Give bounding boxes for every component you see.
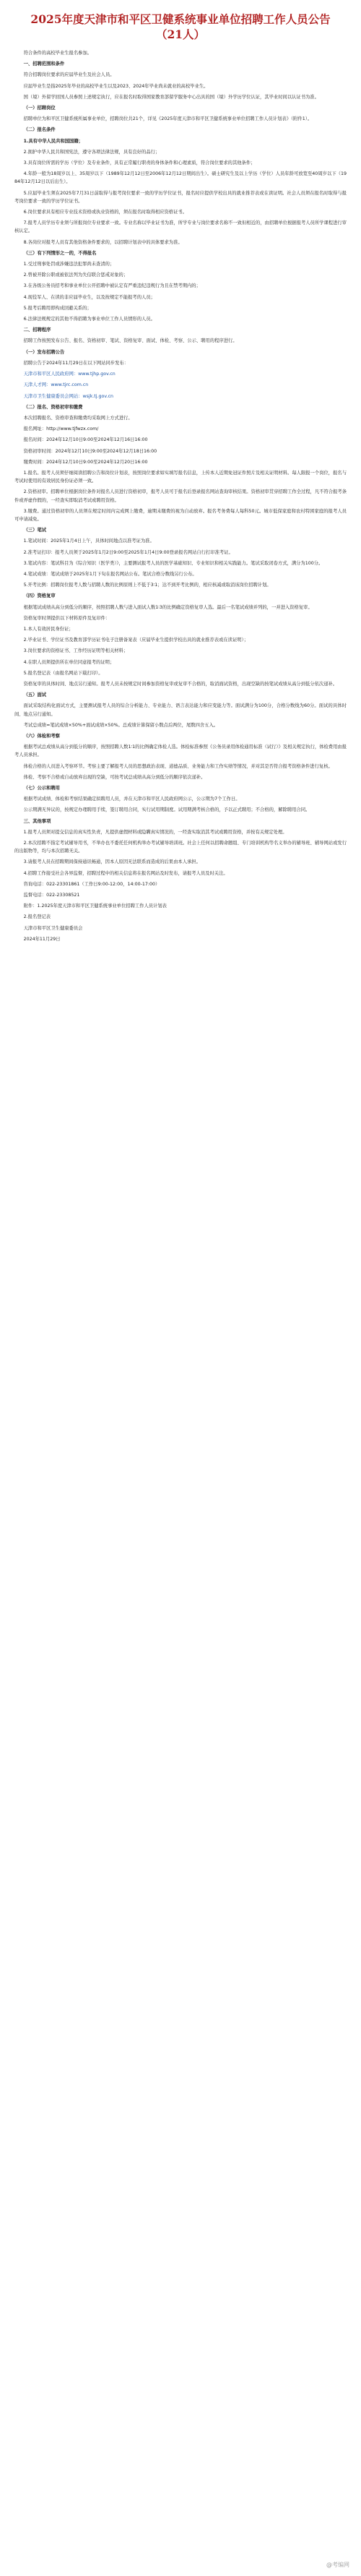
section-heading: 一、招聘范围和条件 bbox=[23, 61, 65, 67]
paragraph: 招聘公告于2024年11月29日在以下网站同步发布： bbox=[23, 360, 129, 366]
paragraph: 1.报考人员须对提交信息的真实性负责，凡提供虚假材料或隐瞒真实情况的，一经查实取消其考试或聘用资格，并按有关规定处理。 bbox=[23, 829, 287, 835]
paragraph: 符合招聘岗位要求的应届毕业生及社会人员。 bbox=[23, 72, 115, 78]
paragraph: 根据考试总成绩从高分到低分的顺序，按照招聘人数1∶1的比例确定体检人选。体检标准参照《公务员录用体检通用标准（试行）》及相关规定执行，体检费用由报考人员承担。 bbox=[14, 744, 347, 758]
watermark: @考编网 bbox=[326, 2562, 349, 2568]
paragraph: 4.在职人员须提供所在单位同意报考的证明； bbox=[23, 659, 115, 665]
paragraph: 8.各岗位对报考人员有其他资格条件要求的，以招聘计划表中的具体要求为准。 bbox=[23, 239, 183, 245]
paragraph: 4.现役军人、在读的非应届毕业生，以及按规定不能报考的人员； bbox=[23, 294, 155, 300]
paragraph: 1.具有中华人民共和国国籍； bbox=[23, 138, 83, 144]
paragraph: 4.笔试成绩：笔试成绩于2025年1月下旬在报名网站公布。笔试合格分数线另行公布。 bbox=[23, 571, 197, 577]
paragraph: 3.具有岗位所需的学历（学位）及专业条件，具有正常履行职责的身体条件和心理素质，符合岗位要求的其他条件； bbox=[23, 160, 256, 166]
paragraph: 本次招聘报名、资格审查和缴费均采取网上方式进行。 bbox=[23, 415, 133, 421]
paragraph: 5.报考后聘用即构成回避关系的； bbox=[23, 305, 92, 311]
paragraph: 面试采取结构化面试方式，主要测试报考人员的综合分析能力、专业能力、语言表达能力和应变能力等。面试满分为100分，合格分数线为60分。面试的具体时间、地点另行通知。 bbox=[14, 703, 347, 717]
paragraph: 报名时间：2024年12月10日9:00至2024年12月16日16:00 bbox=[23, 437, 148, 443]
subsection-heading: （七）公示和聘用 bbox=[23, 786, 60, 791]
paragraph: 体检合格的人员进入考察环节。考察主要了解报考人员的思想政治表现、道德品质、业务能力和工作实绩等情况，并对其是否符合报考资格条件进行复核。 bbox=[23, 763, 333, 769]
paragraph: 3.在各级公务员招考和事业单位公开招聘中被认定有严重违纪违规行为且在禁考期内的； bbox=[23, 283, 201, 289]
paragraph: 报名网址：http://www.tjfwzx.com/ bbox=[23, 426, 99, 432]
paragraph: 6.法律法规规定的其他不得招聘为事业单位工作人员情形的人员。 bbox=[23, 317, 155, 322]
paragraph: 资格初审时间：2024年12月10日9:00至2024年12月18日16:00 bbox=[23, 448, 157, 454]
subsection-heading: （三）有下列情形之一的，不得报名 bbox=[23, 250, 97, 256]
paragraph: 附件：1.2025年度天津市和平区卫健系统事业单位招聘工作人员计划表 bbox=[23, 903, 167, 909]
paragraph: 监督电话：022-23308521 bbox=[23, 893, 80, 898]
website-link[interactable]: 天津人才网：www.tjrc.com.cn bbox=[23, 382, 89, 388]
paragraph: 4.招聘工作接受社会各界监督，招聘过程中的相关信息将在报名网站及时发布，请报考人员及时关注。 bbox=[23, 870, 228, 876]
subsection-heading: （五）面试 bbox=[23, 692, 47, 698]
paragraph: 2.资格初审。招聘单位根据岗位条件对报名人员进行资格初审，报考人员可于报名后登录报名网站查询审核结果。资格初审贯穿招聘工作全过程，凡不符合报考条件或弄虚作假的，一经查实即取消考试或聘用资格。 bbox=[14, 489, 347, 503]
subsection-heading: （二）报名、资格初审和缴费 bbox=[23, 404, 83, 410]
paragraph: 2.本次招聘不指定考试辅导用书，不举办也不委托任何机构举办考试辅导培训班。社会上任何以招聘命题组、专门培训机构等名义举办的辅导班、辅导网站或发行的出版物等，均与本次招聘无关。 bbox=[14, 841, 347, 854]
paragraph: 2.毕业证书、学位证书及教育部学历证书电子注册备案表（应届毕业生提供学校出具的就业推荐表或在读证明）； bbox=[23, 637, 248, 643]
paragraph: 7.报考人员学历专业须与所报岗位专业要求一致。专业名称以毕业证书为准，所学专业与岗位要求名称不一致但相近的，由招聘单位根据报考人员所学课程进行审核认定。 bbox=[14, 220, 347, 234]
subsection-heading: （二）报名条件 bbox=[23, 127, 56, 133]
paragraph: 招聘工作按照发布公告、报名、资格初审、笔试、资格复审、面试、体检、考察、公示、聘用的程序进行。 bbox=[23, 338, 238, 344]
paragraph: 2024年11月29日 bbox=[23, 936, 61, 942]
paragraph: 5.开考比例：招聘岗位报考人数与招聘人数的比例原则上不低于3∶1；达不到开考比例的，相应核减或取消该岗位招聘计划。 bbox=[23, 583, 271, 588]
paragraph: 天津市和平区卫生健康委员会 bbox=[23, 925, 83, 931]
subsection-heading: （四）资格复审 bbox=[23, 593, 56, 599]
paragraph: 考试总成绩=笔试成绩×50%+面试成绩×50%。总成绩计算保留小数点后两位，尾数四舍五入。 bbox=[23, 722, 219, 728]
section-heading: 三、其他事项 bbox=[23, 818, 51, 824]
section-heading: 二、招聘程序 bbox=[23, 327, 51, 333]
paragraph: 2.报名登记表 bbox=[23, 914, 51, 920]
paragraph: 4.年龄一般为18周岁以上、35周岁以下（1989年12月12日至2006年12月12日期间出生）。硕士研究生及以上学历（学位）人员年龄可放宽至40周岁以下（1984年12月12日以后出生）。 bbox=[14, 171, 347, 185]
subsection-heading: （一）招聘岗位 bbox=[23, 106, 56, 111]
paragraph: 3.岗位要求的资格证书、工作经历证明等相关材料； bbox=[23, 648, 129, 654]
paragraph: 2.准考证打印：报考人员须于2025年1月2日9:00至2025年1月4日9:00登录报名网站自行打印准考证。 bbox=[23, 549, 233, 555]
paragraph: 6.岗位要求具有相应专业技术资格或执业资格的，须在报名时取得相应资格证书。 bbox=[23, 210, 187, 215]
website-link[interactable]: 天津市和平区人民政府网：www.tjhp.gov.cn bbox=[23, 372, 116, 377]
paragraph: 1.报名。报考人员须仔细阅读招聘公告和岗位计划表，按照岗位要求如实填写报名信息，上传本人近期免冠证件照片及相关证明材料。每人限报一个岗位，报名与考试时使用的有效居民身份证必须一致。 bbox=[14, 470, 347, 484]
paragraph: 5.报名登记表（由报名网站下载打印）。 bbox=[23, 670, 103, 676]
paragraph: 根据考试成绩、体检和考察结果确定拟聘用人员，并在天津市和平区人民政府网公示，公示期为7个工作日。 bbox=[23, 797, 240, 802]
subsection-heading: （三）笔试 bbox=[23, 528, 47, 533]
paragraph: 2.曾被开除公职或被依法列为失信联合惩戒对象的； bbox=[23, 272, 129, 278]
paragraph: 缴费时间：2024年12月10日9:00至2024年12月20日16:00 bbox=[23, 459, 148, 465]
paragraph: 公示期满无异议的，按规定办理聘用手续，签订聘用合同，实行试用期制度。试用期满考核合格的，予以正式聘用；不合格的，解除聘用合同。 bbox=[23, 807, 310, 813]
paragraph: 资格复审时须提供以下材料原件及复印件： bbox=[23, 615, 110, 621]
website-link[interactable]: 天津市卫生健康委员会网站：wsjk.tj.gov.cn bbox=[23, 393, 114, 399]
paragraph: 招聘单位为和平区卫健系统所属事业单位，招聘岗位共21个，详见《2025年度天津市和平区卫健系统事业单位招聘工作人员计划表》（附件1）。 bbox=[23, 116, 313, 122]
paragraph: 1.受过刑事处罚或涉嫌违法犯罪尚未查清的； bbox=[23, 262, 115, 267]
paragraph: 5.应届毕业生须在2025年7月31日前取得与报考岗位要求一致的学历学位证书，报名时应提供学校出具的就业推荐表或在读证明。社会人员须在报名时取得与报考岗位要求一致的学历学位证书。 bbox=[14, 190, 347, 204]
paragraph: 国（境）外留学回国人员参照上述规定执行，应在报名时取得国家教育部留学服务中心出具的国（境）外学历学位认证，其毕业时间以认证书为准。 bbox=[23, 94, 319, 100]
paragraph: 2.拥护中华人民共和国宪法，遵守各项法律法规，具有良好的品行； bbox=[23, 149, 160, 155]
paragraph: 3.缴费。通过资格初审的人员须在规定时间内完成网上缴费，逾期未缴费的视为自动放弃。报名考务费每人每科50元。城市低保家庭和农村特困家庭的报考人员可申请减免。 bbox=[14, 508, 347, 522]
paragraph: 应届毕业生是指2025年毕业的高校毕业生以及2023、2024年毕业尚未就业的高校毕业生。 bbox=[23, 83, 209, 89]
paragraph: 1.笔试时间：2025年1月4日上午，具体时间地点以准考证为准。 bbox=[23, 538, 155, 544]
paragraph: 资格复审的具体时间、地点另行通知。报考人员未按规定时间参加资格复审或复审不合格的，取消面试资格，出现空缺的按笔试成绩从高分到低分依次递补。 bbox=[23, 681, 338, 687]
paragraph: 根据笔试成绩从高分到低分的顺序，按照招聘人数与进入面试人数1∶3的比例确定资格复审人选。最后一名笔试成绩并列的，一并进入资格复审。 bbox=[23, 604, 313, 610]
page-title: 2025年度天津市和平区卫健系统事业单位招聘工作人员公告（21人） bbox=[30, 12, 331, 41]
document-body bbox=[14, 49, 347, 943]
paragraph: 符合条件的高校毕业生报名参加。 bbox=[23, 51, 92, 56]
paragraph: 3.笔试内容：笔试科目为《综合知识（医学类）》，主要测试报考人员的医学基础知识、专业知识和相关实践能力。笔试采取闭卷方式，满分为100分。 bbox=[23, 560, 323, 566]
paragraph: 3.请报考人员在招聘期间保持通讯畅通，因本人原因无法联系而造成的后果由本人承担。 bbox=[23, 859, 201, 865]
paragraph: 1.本人有效居民身份证； bbox=[23, 626, 74, 632]
paragraph: 体检、考察不合格或自动放弃出现的空缺，可按考试总成绩从高分到低分的顺序依次递补。 bbox=[23, 774, 206, 780]
subsection-heading: （一）发布招聘公告 bbox=[23, 349, 65, 355]
subsection-heading: （六）体检和考察 bbox=[23, 734, 60, 739]
paragraph: 咨询电话：022-23301861（工作日9:00-12:00，14:00-17:00） bbox=[23, 881, 160, 887]
